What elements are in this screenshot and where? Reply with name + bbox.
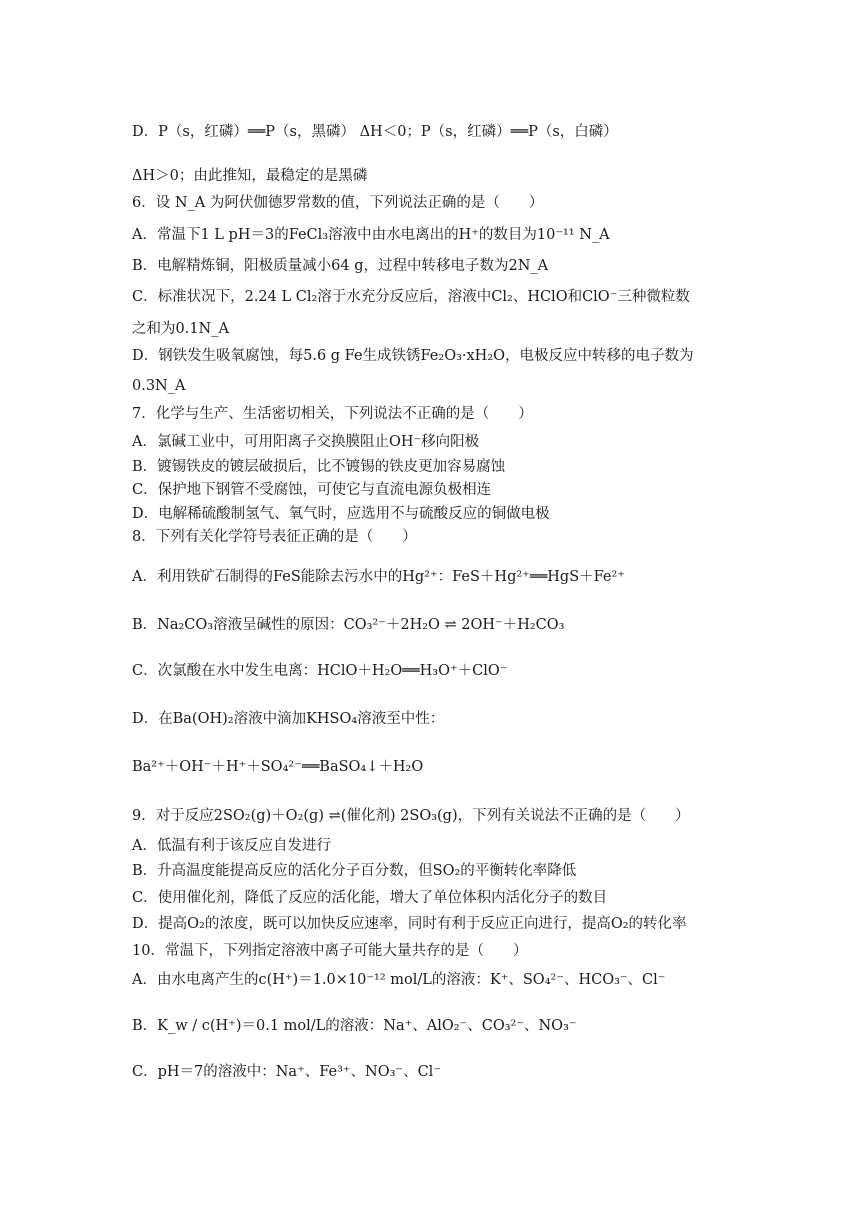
q6-option-a: A．常温下1 L pH＝3的FeCl₃溶液中由水电离出的H⁺的数目为10⁻¹¹ N_A (132, 227, 610, 243)
q9-option-b: B．升高温度能提高反应的活化分子百分数，但SO₂的平衡转化率降低 (132, 863, 577, 879)
q9-option-d: D．提高O₂的浓度，既可以加快反应速率，同时有利于反应正向进行，提高O₂的转化率 (132, 916, 687, 932)
q10-stem: 10．常温下，下列指定溶液中离子可能大量共存的是（ ） (132, 943, 528, 959)
q6-option-c: C．标准状况下，2.24 L Cl₂溶于水充分反应后，溶液中Cl₂、HClO和ClO⁻三种微粒数 (132, 289, 690, 305)
q5-option-d-cont: ΔH＞0；由此推知，最稳定的是黑磷 (132, 168, 368, 184)
q7-stem: 7．化学与生产、生活密切相关，下列说法不正确的是（ ） (132, 406, 533, 422)
q8-stem: 8．下列有关化学符号表征正确的是（ ） (132, 529, 417, 545)
q9-option-a: A．低温有利于该反应自发进行 (132, 838, 331, 854)
q6-option-d-cont: 0.3N_A (132, 378, 186, 394)
q6-stem: 6．设 N_A 为阿伏伽德罗常数的值，下列说法正确的是（ ） (132, 195, 544, 211)
q6-option-c-cont: 之和为0.1N_A (132, 321, 229, 337)
q10-option-c: C．pH＝7的溶液中：Na⁺、Fe³⁺、NO₃⁻、Cl⁻ (132, 1064, 441, 1080)
q7-option-b: B．镀锡铁皮的镀层破损后，比不镀锡的铁皮更加容易腐蚀 (132, 459, 506, 475)
q9-option-c: C．使用催化剂，降低了反应的活化能，增大了单位体积内活化分子的数目 (132, 890, 608, 906)
q8-option-d: D．在Ba(OH)₂溶液中滴加KHSO₄溶液至中性： (132, 711, 445, 727)
q7-option-a: A．氯碱工业中，可用阳离子交换膜阻止OH⁻移向阳极 (132, 434, 480, 450)
q5-option-d: D．P（s，红磷）══P（s，黑磷） ΔH＜0；P（s，红磷）══P（s，白磷） (132, 124, 618, 140)
q10-option-a: A．由水电离产生的c(H⁺)＝1.0×10⁻¹² mol/L的溶液：K⁺、SO₄²⁻、HCO₃⁻、Cl⁻ (132, 972, 666, 988)
q8-option-b: B．Na₂CO₃溶液呈碱性的原因：CO₃²⁻＋2H₂O ⇌ 2OH⁻＋H₂CO₃ (132, 617, 565, 633)
q9-stem: 9．对于反应2SO₂(g)＋O₂(g) ⇌(催化剂) 2SO₃(g)，下列有关说法不正确的是（ ） (132, 808, 690, 824)
q8-option-c: C．次氯酸在水中发生电离：HClO＋H₂O══H₃O⁺＋ClO⁻ (132, 663, 508, 679)
q8-option-d-cont: Ba²⁺＋OH⁻＋H⁺＋SO₄²⁻══BaSO₄↓＋H₂O (132, 759, 424, 775)
q7-option-d: D．电解稀硫酸制氢气、氧气时，应选用不与硫酸反应的铜做电极 (132, 506, 550, 522)
q6-option-b: B．电解精炼铜，阳极质量减小64 g，过程中转移电子数为2N_A (132, 258, 549, 274)
q8-option-a: A．利用铁矿石制得的FeS能除去污水中的Hg²⁺：FeS＋Hg²⁺══HgS＋Fe²⁺ (132, 569, 625, 585)
q6-option-d: D．钢铁发生吸氧腐蚀，每5.6 g Fe生成铁锈Fe₂O₃·xH₂O，电极反应中转移的电子数为 (132, 348, 694, 364)
q7-option-c: C．保护地下钢管不受腐蚀，可使它与直流电源负极相连 (132, 482, 492, 498)
q10-option-b: B．K_w / c(H⁺)＝0.1 mol/L的溶液：Na⁺、AlO₂⁻、CO₃²⁻、NO₃⁻ (132, 1018, 577, 1034)
